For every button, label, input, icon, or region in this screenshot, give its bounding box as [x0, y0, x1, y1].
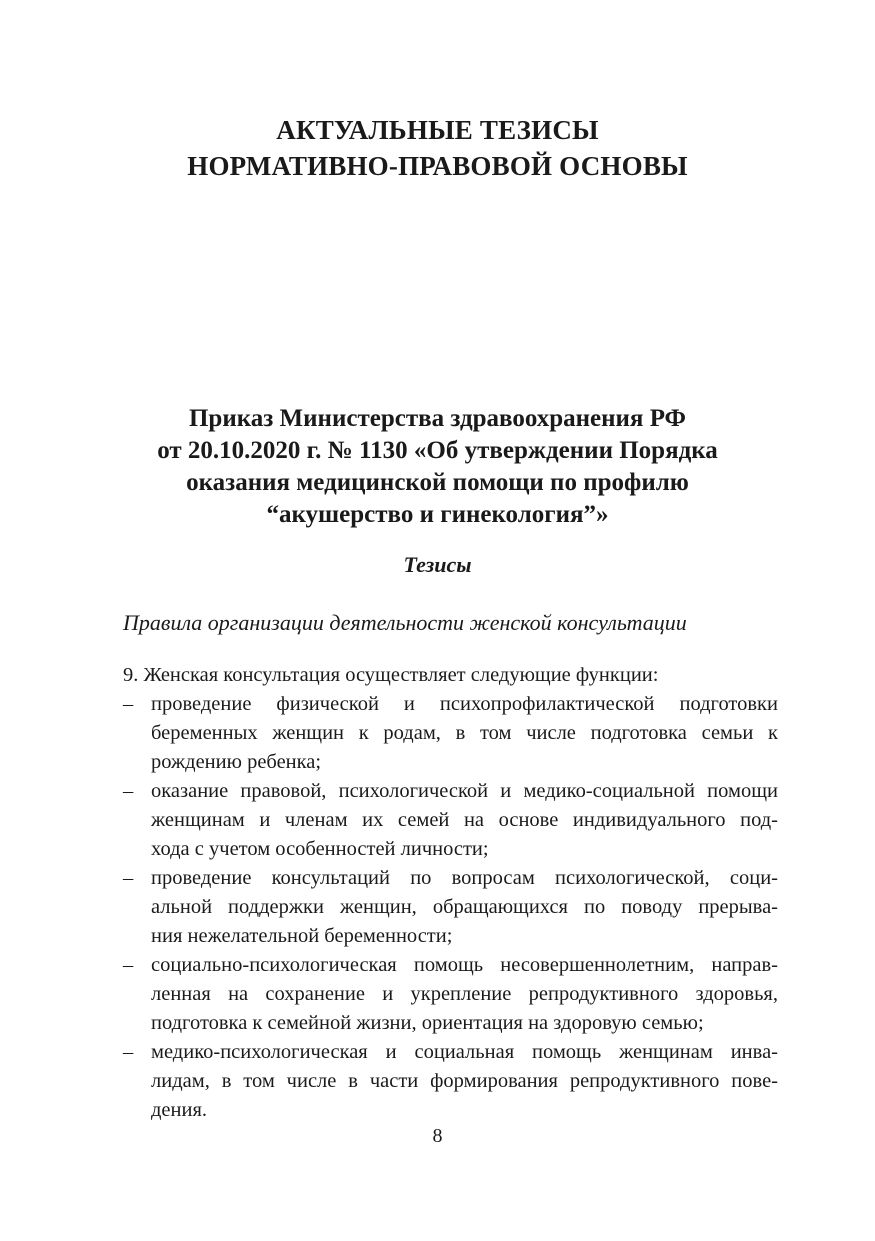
list-item-line: рождению ребенка; — [151, 751, 322, 773]
list-item-line: хода с учетом особенностей личности; — [151, 838, 489, 860]
list-item-line: ния нежелательной беременности; — [151, 925, 453, 947]
order-title — [0, 403, 875, 531]
page-number: 8 — [432, 1125, 443, 1147]
list-item-line: лидам, в том числе в части формирования репродуктивного пове- — [151, 1070, 778, 1092]
dash-bullet: – — [123, 693, 134, 715]
list-item-line: дения. — [151, 1099, 208, 1121]
list-item-line: женщинам и членам их семей на основе индивидуального под- — [151, 809, 778, 831]
section-title-line-1: АКТУАЛЬНЫЕ ТЕЗИСЫ — [276, 115, 599, 145]
order-title-line-2: от 20.10.2020 г. № 1130 «Об утверждении Порядка — [157, 437, 718, 464]
dash-bullet: – — [123, 867, 134, 889]
list-item — [123, 777, 778, 864]
dash-bullet: – — [123, 954, 134, 976]
order-title-line-1: Приказ Министерства здравоохранения РФ — [188, 405, 687, 432]
dash-bullet: – — [123, 1041, 134, 1063]
list-item-line: проведение физической и психопрофилактической подготовки — [151, 693, 778, 715]
order-title-line-3: оказания медицинской помощи по профилю — [186, 469, 689, 496]
list-item-line: ленная на сохранение и укрепление репродуктивного здоровья, — [151, 983, 778, 1005]
list-item-line: беременных женщин к родам, в том числе подготовка семьи к — [151, 722, 778, 744]
list-item — [123, 690, 778, 777]
list-item — [123, 864, 778, 951]
list-item-line: проведение консультаций по вопросам психологической, соци- — [151, 867, 778, 889]
list-item-line: подготовка к семейной жизни, ориентация на здоровую семью; — [151, 1012, 704, 1034]
dash-bullet: – — [123, 780, 134, 802]
functions-intro: 9. Женская консультация осуществляет следующие функции: — [123, 664, 659, 686]
section-title — [0, 112, 875, 184]
rules-heading: Правила организации деятельности женской консультации — [123, 610, 687, 635]
list-item-line: оказание правовой, психологической и медико-социальной помощи — [151, 780, 778, 802]
functions-list — [123, 661, 778, 1125]
section-title-line-2: НОРМАТИВНО-ПРАВОВОЙ ОСНОВЫ — [187, 151, 688, 181]
list-item-line: альной поддержки женщин, обращающихся по поводу прерыва- — [151, 896, 778, 918]
theses-heading: Тезисы — [403, 552, 472, 577]
list-item — [123, 1038, 778, 1125]
list-item-line: социально-психологическая помощь несовершеннолетним, направ- — [151, 954, 778, 976]
list-item — [123, 951, 778, 1038]
list-item-line: медико-психологическая и социальная помощь женщинам инва- — [151, 1041, 778, 1063]
order-title-line-4: “акушерство и гинекология”» — [266, 501, 609, 528]
